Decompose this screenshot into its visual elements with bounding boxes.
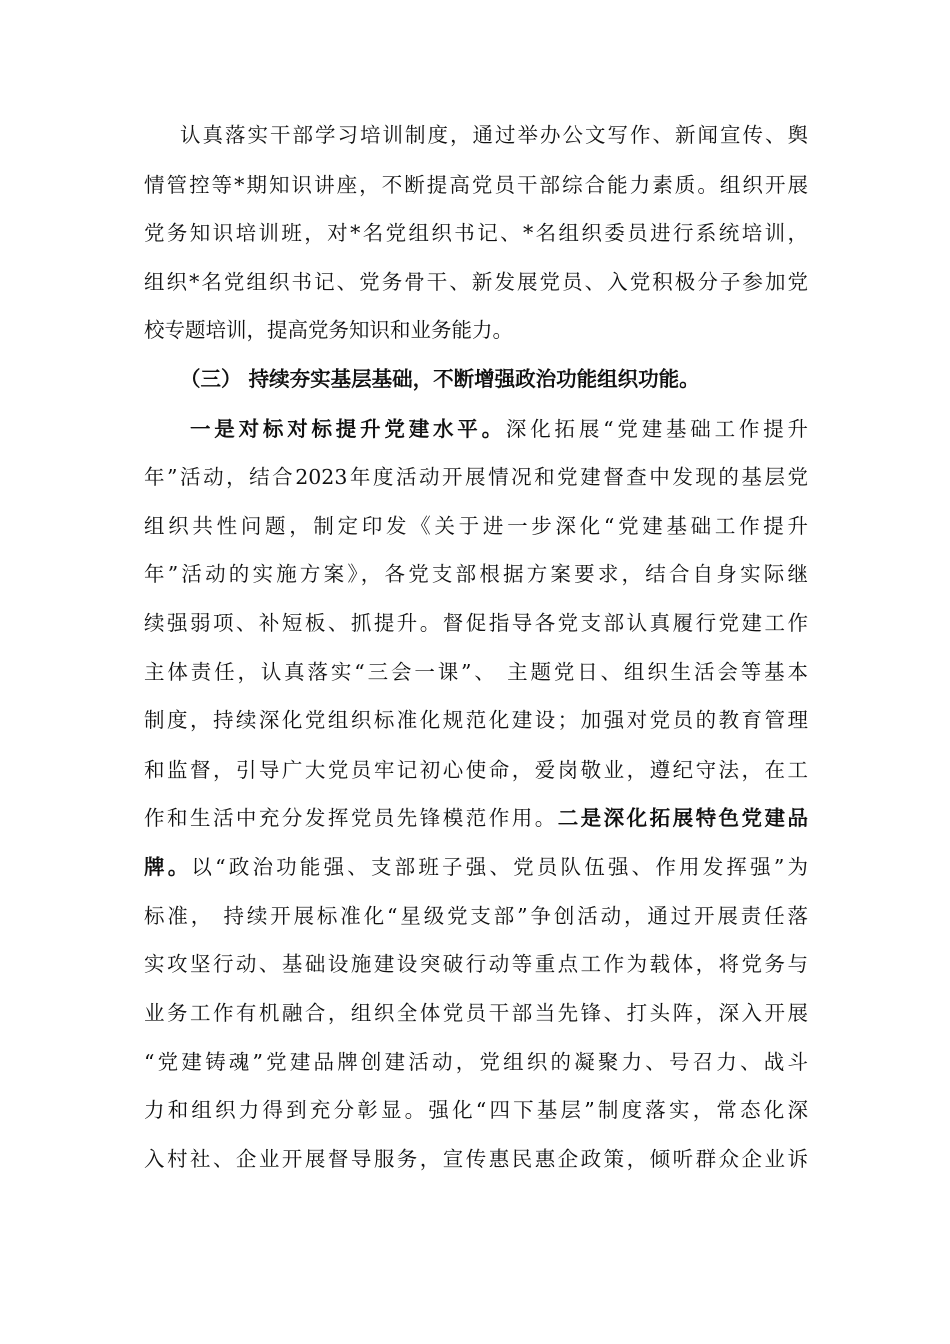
text-segment: 主体责任，认真落实“三会一课”、 主题党日、组织生活会等基本 [144,660,808,684]
text-segment: 入村社、企业开展督导服务，宣传惠民惠企政策，倾听群众企业诉 [144,1147,808,1171]
text-segment: 年”活动的实施方案》，各党支部根据方案要求，结合自身实际继 [144,562,808,586]
text-segment: 认真落实干部学习培训制度，通过举办公文写作、新闻宣传、舆 [180,123,808,147]
text-line [144,1090,808,1130]
text-line [144,310,808,350]
text-line [144,165,808,205]
text-segment: 业务工作有机融合，组织全体党员干部当先锋、打头阵，深入开展 [144,1001,808,1025]
text-line [144,847,808,887]
text-line [190,409,808,449]
text-line [144,213,808,253]
text-segment: 制度，持续深化党组织标准化规范化建设；加强对党员的教育管理 [144,708,808,732]
text-line [144,993,808,1033]
text-segment: 和监督，引导广大党员牢记初心使命，爱岗敬业，遵纪守法，在工 [144,758,808,782]
text-line [180,115,808,155]
text-segment: 组织共性问题，制定印发《关于进一步深化“党建基础工作提升 [144,514,808,538]
text-segment: 标准， 持续开展标准化“星级党支部”争创活动，通过开展责任落 [144,904,808,928]
text-line [144,798,808,838]
text-line [144,652,808,692]
text-line [144,1139,808,1179]
text-line [144,603,808,643]
text-line [144,700,808,740]
bold-text-segment: 一是对标对标提升党建水平。 [190,417,506,441]
text-segment: 以“政治功能强、支部班子强、党员队伍强、作用发挥强”为 [191,855,808,879]
text-segment: 实攻坚行动、基础设施建设突破行动等重点工作为载体，将党务与 [144,952,808,976]
text-segment: 组织*名党组织书记、党务骨干、新发展党员、入党积极分子参加党 [144,270,808,294]
text-line [144,896,808,936]
bold-text-segment: （三） 持续夯实基层基础，不断增强政治功能组织功能。 [180,367,700,391]
text-line [144,554,808,594]
text-segment: 校专题培训，提高党务知识和业务能力。 [144,318,513,342]
text-segment: 情管控等*期知识讲座，不断提高党员干部综合能力素质。组织开展 [144,173,808,197]
bold-text-segment: 二是深化拓展特色党建品 [557,806,808,830]
text-segment: “党建铸魂”党建品牌创建活动，党组织的凝聚力、号召力、战斗 [144,1050,808,1074]
text-line [144,506,808,546]
bold-text-segment: 牌。 [144,855,192,879]
text-segment: 深化拓展“党建基础工作提升 [505,417,808,441]
text-line [144,457,808,497]
text-line [144,750,808,790]
text-segment: 作和生活中充分发挥党员先锋模范作用。 [144,806,558,830]
text-line [144,262,808,302]
text-line [144,1042,808,1082]
text-line [180,359,808,399]
text-segment: 年”活动，结合2023年度活动开展情况和党建督查中发现的基层党 [144,465,808,489]
text-line [144,944,808,984]
text-segment: 力和组织力得到充分彰显。强化“四下基层”制度落实，常态化深 [144,1098,808,1122]
text-segment: 续强弱项、补短板、抓提升。督促指导各党支部认真履行党建工作 [144,611,808,635]
text-segment: 党务知识培训班，对*名党组织书记、*名组织委员进行系统培训， [144,221,808,245]
